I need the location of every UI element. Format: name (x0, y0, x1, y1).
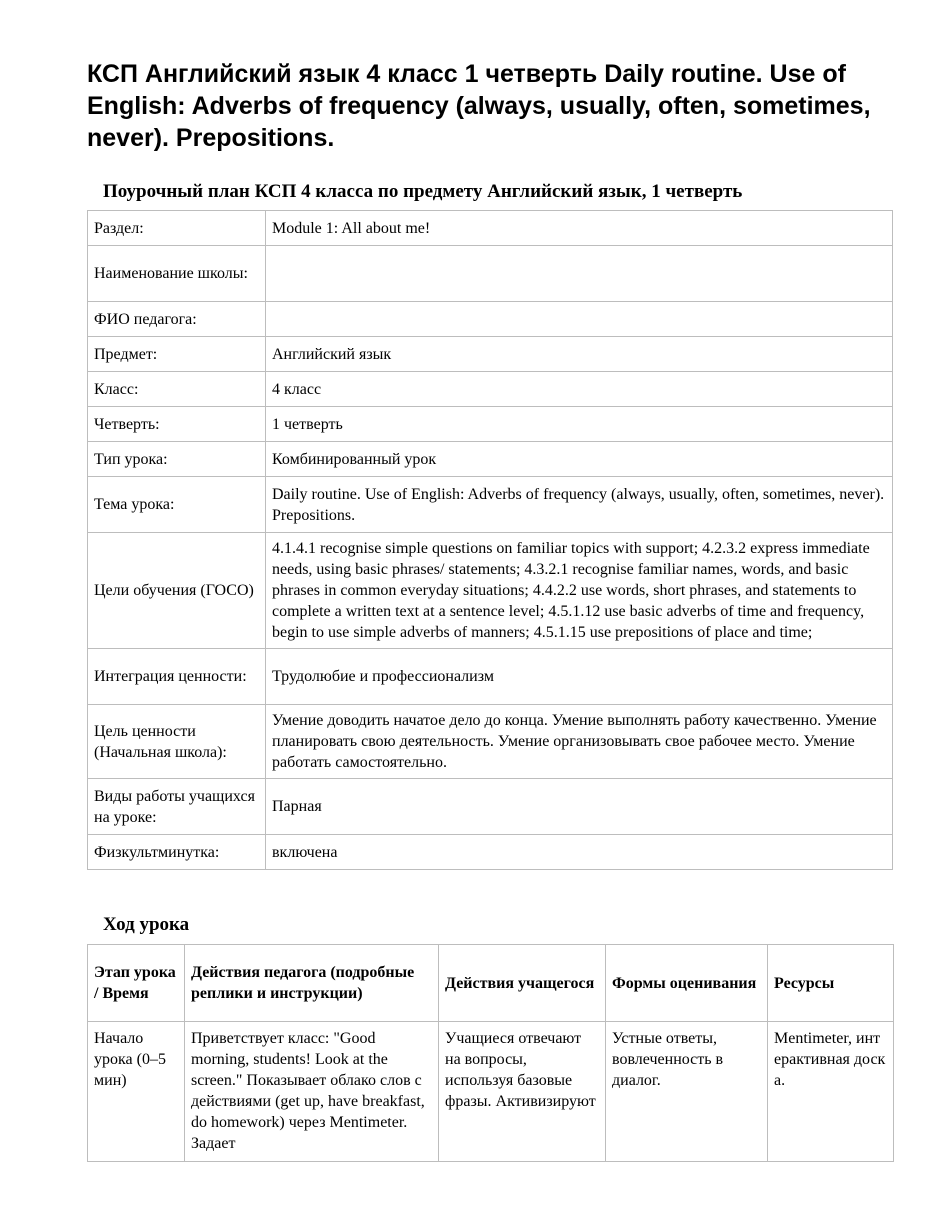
teacher-cell (185, 1022, 439, 1162)
school-label: Наименование школы: (88, 246, 266, 302)
subject-label: Предмет: (88, 337, 266, 372)
teacher-label: ФИО педагога: (88, 302, 266, 337)
lesson-info-table (87, 210, 893, 870)
column-header-resources: Ресурсы (768, 945, 894, 1022)
teacher-value (266, 302, 893, 337)
teacher-text: Приветствует класс: "Good morning, students! Look at the screen." Показывает облако слов с действиями (get up, have breakfast, do homework) через Mentimeter. Задает (191, 1030, 425, 1152)
grade-value: 4 класс (266, 372, 893, 407)
column-header-teacher: Действия педагога (подробные реплики и инструкции) (185, 945, 439, 1022)
document-title: КСП Английский язык 4 класс 1 четверть Daily routine. Use of English: Adverbs of frequency (always, usually, often, sometimes, never). Prepositions. (87, 60, 871, 152)
plan-heading: Поурочный план КСП 4 класса по предмету Английский язык, 1 четверть (103, 181, 743, 202)
column-header-assessment: Формы оценивания (606, 945, 768, 1022)
value-goal-value: Умение доводить начатое дело до конца. Умение выполнять работу качественно. Умение планировать свою деятельность. Умение организовывать свое рабочее место. Умение работать самостоятельно. (266, 705, 893, 779)
quarter-value: 1 четверть (266, 407, 893, 442)
quarter-label: Четверть: (88, 407, 266, 442)
table-header-row (88, 945, 894, 1022)
table-row (88, 779, 893, 835)
progress-heading: Ход урока (103, 914, 190, 935)
phys-label: Физкультминутка: (88, 835, 266, 870)
resources-cell (768, 1022, 894, 1162)
table-row (88, 302, 893, 337)
table-row (88, 407, 893, 442)
goals-value: 4.1.4.1 recognise simple questions on familiar topics with support; 4.2.3.2 express immediate needs, using basic phrases/ statements; 4.3.2.1 recognise familiar names, words, and basic phrases in common everyday situations; 4.4.2.2 use words, short phrases, and statements to complete a written text at a sentence level; 4.5.1.12 use basic adverbs of time and frequency, begin to use simple adverbs of manners; 4.5.1.15 use prepositions of place and time; (266, 533, 893, 649)
value-goal-label: Цель ценности (Начальная школа): (88, 705, 266, 779)
stage-cell (88, 1022, 185, 1162)
table-row (88, 649, 893, 705)
table-row (88, 477, 893, 533)
lesson-progress-table (87, 944, 894, 1162)
assessment-cell (606, 1022, 768, 1162)
table-row (88, 835, 893, 870)
subject-value: Английский язык (266, 337, 893, 372)
topic-label: Тема урока: (88, 477, 266, 533)
table-row (88, 337, 893, 372)
column-header-student: Действия учащегося (439, 945, 606, 1022)
grade-label: Класс: (88, 372, 266, 407)
column-header-stage: Этап урока / Время (88, 945, 185, 1022)
table-row (88, 442, 893, 477)
section-value: Module 1: All about me! (266, 211, 893, 246)
school-value (266, 246, 893, 302)
table-row (88, 705, 893, 779)
work-type-label: Виды работы учащихся на уроке: (88, 779, 266, 835)
table-row (88, 246, 893, 302)
resources-text: Mentimeter, интерактивная доска. (774, 1030, 886, 1089)
student-cell (439, 1022, 606, 1162)
topic-value: Daily routine. Use of English: Adverbs of frequency (always, usually, often, sometimes, never). Prepositions. (266, 477, 893, 533)
work-type-value: Парная (266, 779, 893, 835)
assessment-text: Устные ответы, вовлеченность в диалог. (612, 1030, 724, 1089)
lesson-type-label: Тип урока: (88, 442, 266, 477)
table-row (88, 1022, 894, 1162)
values-value: Трудолюбие и профессионализм (266, 649, 893, 705)
table-row (88, 533, 893, 649)
student-text: Учащиеся отвечают на вопросы, используя базовые фразы. Активизируют (445, 1030, 596, 1110)
phys-value: включена (266, 835, 893, 870)
table-row (88, 211, 893, 246)
values-label: Интеграция ценности: (88, 649, 266, 705)
stage-text: Начало урока (0–5 мин) (94, 1030, 166, 1089)
table-row (88, 372, 893, 407)
section-label: Раздел: (88, 211, 266, 246)
goals-label: Цели обучения (ГОСО) (88, 533, 266, 649)
lesson-type-value: Комбинированный урок (266, 442, 893, 477)
